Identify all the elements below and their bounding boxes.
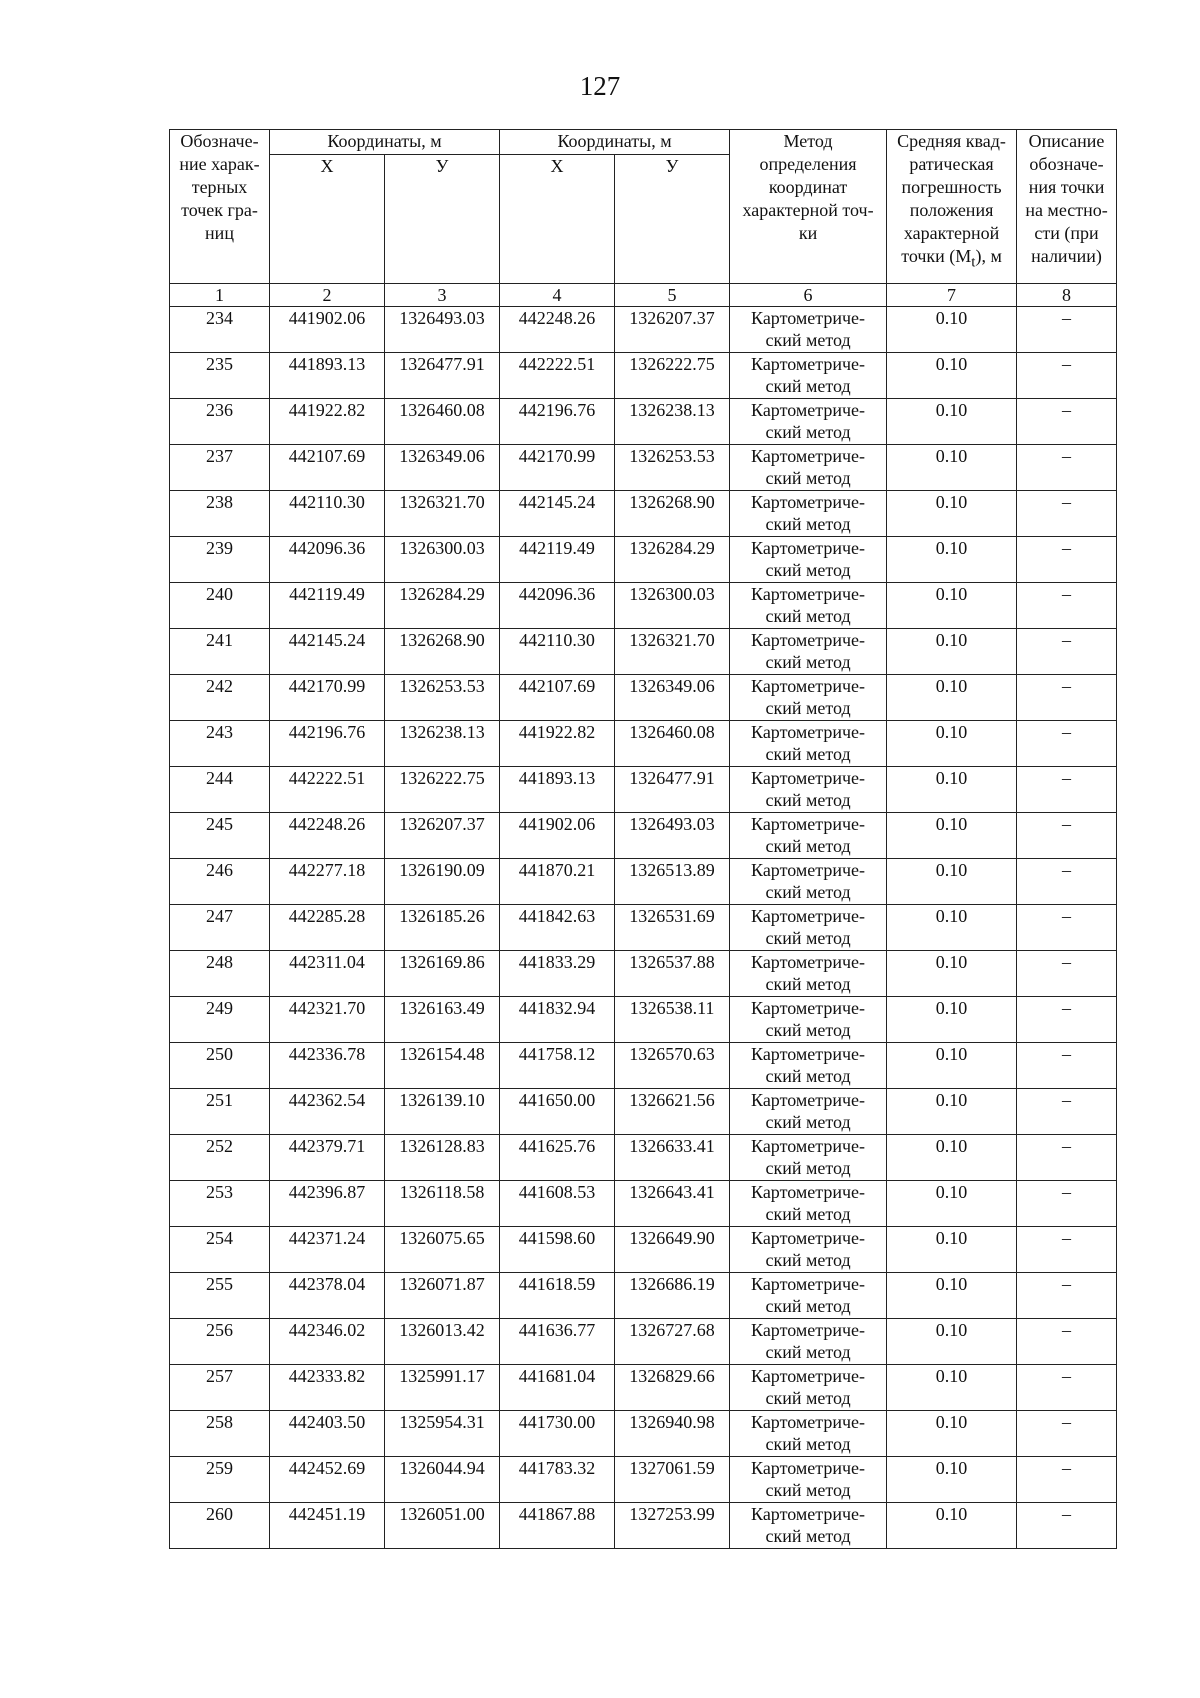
method-value: Картометриче- ский метод bbox=[730, 1365, 887, 1411]
y2-value: 1326686.19 bbox=[615, 1273, 730, 1319]
point-id: 257 bbox=[170, 1365, 270, 1411]
error-value: 0.10 bbox=[887, 1273, 1017, 1319]
x1-value: 442362.54 bbox=[270, 1089, 385, 1135]
y2-value: 1326253.53 bbox=[615, 445, 730, 491]
y1-value: 1326253.53 bbox=[385, 675, 500, 721]
y1-value: 1326044.94 bbox=[385, 1457, 500, 1503]
y2-value: 1326238.13 bbox=[615, 399, 730, 445]
error-value: 0.10 bbox=[887, 537, 1017, 583]
x2-value: 442107.69 bbox=[500, 675, 615, 721]
header-error bbox=[887, 130, 1017, 284]
error-value: 0.10 bbox=[887, 1503, 1017, 1549]
error-value: 0.10 bbox=[887, 629, 1017, 675]
x2-value: 441922.82 bbox=[500, 721, 615, 767]
y1-value: 1326075.65 bbox=[385, 1227, 500, 1273]
method-value: Картометриче- ский метод bbox=[730, 905, 887, 951]
description-value: – bbox=[1017, 997, 1117, 1043]
method-value: Картометриче- ский метод bbox=[730, 997, 887, 1043]
table-row bbox=[170, 629, 1117, 675]
header-x-1: X bbox=[270, 155, 385, 284]
point-id: 251 bbox=[170, 1089, 270, 1135]
description-value: – bbox=[1017, 353, 1117, 399]
x1-value: 442396.87 bbox=[270, 1181, 385, 1227]
y2-value: 1326300.03 bbox=[615, 583, 730, 629]
table-row bbox=[170, 353, 1117, 399]
point-id: 259 bbox=[170, 1457, 270, 1503]
y1-value: 1326169.86 bbox=[385, 951, 500, 997]
x2-value: 441842.63 bbox=[500, 905, 615, 951]
y1-value: 1326207.37 bbox=[385, 813, 500, 859]
error-value: 0.10 bbox=[887, 1457, 1017, 1503]
y1-value: 1326071.87 bbox=[385, 1273, 500, 1319]
x1-value: 442248.26 bbox=[270, 813, 385, 859]
y2-value: 1326829.66 bbox=[615, 1365, 730, 1411]
table-row bbox=[170, 537, 1117, 583]
y1-value: 1326051.00 bbox=[385, 1503, 500, 1549]
y2-value: 1326643.41 bbox=[615, 1181, 730, 1227]
description-value: – bbox=[1017, 1503, 1117, 1549]
description-value: – bbox=[1017, 813, 1117, 859]
x2-value: 442119.49 bbox=[500, 537, 615, 583]
table-row bbox=[170, 1227, 1117, 1273]
method-value: Картометриче- ский метод bbox=[730, 537, 887, 583]
y2-value: 1326940.98 bbox=[615, 1411, 730, 1457]
y2-value: 1326537.88 bbox=[615, 951, 730, 997]
x2-value: 441870.21 bbox=[500, 859, 615, 905]
x1-value: 442285.28 bbox=[270, 905, 385, 951]
y2-value: 1326727.68 bbox=[615, 1319, 730, 1365]
error-value: 0.10 bbox=[887, 1043, 1017, 1089]
y2-value: 1327253.99 bbox=[615, 1503, 730, 1549]
table-row bbox=[170, 767, 1117, 813]
column-numbers-row bbox=[170, 284, 1117, 307]
y1-value: 1326238.13 bbox=[385, 721, 500, 767]
y1-value: 1326118.58 bbox=[385, 1181, 500, 1227]
x1-value: 442145.24 bbox=[270, 629, 385, 675]
x1-value: 441902.06 bbox=[270, 307, 385, 353]
header-description: Описание обозначе- ния точки на местно- сти (при наличии) bbox=[1017, 130, 1117, 284]
table-row bbox=[170, 997, 1117, 1043]
table-body bbox=[170, 307, 1117, 1549]
table-row bbox=[170, 721, 1117, 767]
header-error-unit: ), м bbox=[975, 246, 1002, 266]
x2-value: 441730.00 bbox=[500, 1411, 615, 1457]
y2-value: 1326513.89 bbox=[615, 859, 730, 905]
error-value: 0.10 bbox=[887, 905, 1017, 951]
x1-value: 442321.70 bbox=[270, 997, 385, 1043]
point-id: 255 bbox=[170, 1273, 270, 1319]
column-number: 2 bbox=[270, 284, 385, 307]
x2-value: 442145.24 bbox=[500, 491, 615, 537]
method-value: Картометриче- ский метод bbox=[730, 721, 887, 767]
x2-value: 441598.60 bbox=[500, 1227, 615, 1273]
description-value: – bbox=[1017, 445, 1117, 491]
point-id: 236 bbox=[170, 399, 270, 445]
y1-value: 1326268.90 bbox=[385, 629, 500, 675]
method-value: Картометриче- ский метод bbox=[730, 951, 887, 997]
y1-value: 1326493.03 bbox=[385, 307, 500, 353]
error-value: 0.10 bbox=[887, 1365, 1017, 1411]
description-value: – bbox=[1017, 951, 1117, 997]
y2-value: 1326222.75 bbox=[615, 353, 730, 399]
column-number: 4 bbox=[500, 284, 615, 307]
y2-value: 1326493.03 bbox=[615, 813, 730, 859]
description-value: – bbox=[1017, 1411, 1117, 1457]
error-value: 0.10 bbox=[887, 1319, 1017, 1365]
point-id: 245 bbox=[170, 813, 270, 859]
table-row bbox=[170, 307, 1117, 353]
x1-value: 441922.82 bbox=[270, 399, 385, 445]
description-value: – bbox=[1017, 537, 1117, 583]
x1-value: 442311.04 bbox=[270, 951, 385, 997]
y2-value: 1326268.90 bbox=[615, 491, 730, 537]
error-value: 0.10 bbox=[887, 767, 1017, 813]
description-value: – bbox=[1017, 1043, 1117, 1089]
x2-value: 442110.30 bbox=[500, 629, 615, 675]
coordinates-table bbox=[169, 129, 1117, 1549]
point-id: 234 bbox=[170, 307, 270, 353]
column-number: 1 bbox=[170, 284, 270, 307]
x1-value: 442110.30 bbox=[270, 491, 385, 537]
error-value: 0.10 bbox=[887, 859, 1017, 905]
x2-value: 442096.36 bbox=[500, 583, 615, 629]
method-value: Картометриче- ский метод bbox=[730, 813, 887, 859]
header-error-text: Средняя квад- ратическая погрешность положения характерной точки (M bbox=[897, 131, 1006, 266]
x1-value: 442403.50 bbox=[270, 1411, 385, 1457]
error-value: 0.10 bbox=[887, 721, 1017, 767]
table-row bbox=[170, 1273, 1117, 1319]
description-value: – bbox=[1017, 307, 1117, 353]
description-value: – bbox=[1017, 583, 1117, 629]
method-value: Картометриче- ский метод bbox=[730, 399, 887, 445]
y2-value: 1326477.91 bbox=[615, 767, 730, 813]
table-row bbox=[170, 1181, 1117, 1227]
point-id: 256 bbox=[170, 1319, 270, 1365]
y1-value: 1326477.91 bbox=[385, 353, 500, 399]
point-id: 258 bbox=[170, 1411, 270, 1457]
point-id: 239 bbox=[170, 537, 270, 583]
error-value: 0.10 bbox=[887, 1411, 1017, 1457]
method-value: Картометриче- ский метод bbox=[730, 1319, 887, 1365]
header-x-2: X bbox=[500, 155, 615, 284]
description-value: – bbox=[1017, 491, 1117, 537]
table-row bbox=[170, 1457, 1117, 1503]
x1-value: 442107.69 bbox=[270, 445, 385, 491]
method-value: Картометриче- ский метод bbox=[730, 675, 887, 721]
y1-value: 1326139.10 bbox=[385, 1089, 500, 1135]
x1-value: 442371.24 bbox=[270, 1227, 385, 1273]
x2-value: 441758.12 bbox=[500, 1043, 615, 1089]
y1-value: 1326013.42 bbox=[385, 1319, 500, 1365]
table-row bbox=[170, 1319, 1117, 1365]
x2-value: 441867.88 bbox=[500, 1503, 615, 1549]
point-id: 260 bbox=[170, 1503, 270, 1549]
x2-value: 441650.00 bbox=[500, 1089, 615, 1135]
x1-value: 441893.13 bbox=[270, 353, 385, 399]
table-row bbox=[170, 1503, 1117, 1549]
y1-value: 1326222.75 bbox=[385, 767, 500, 813]
y2-value: 1326460.08 bbox=[615, 721, 730, 767]
x2-value: 442222.51 bbox=[500, 353, 615, 399]
method-value: Картометриче- ский метод bbox=[730, 767, 887, 813]
method-value: Картометриче- ский метод bbox=[730, 1503, 887, 1549]
x1-value: 442346.02 bbox=[270, 1319, 385, 1365]
description-value: – bbox=[1017, 1273, 1117, 1319]
point-id: 254 bbox=[170, 1227, 270, 1273]
y2-value: 1326321.70 bbox=[615, 629, 730, 675]
x2-value: 441608.53 bbox=[500, 1181, 615, 1227]
column-number: 3 bbox=[385, 284, 500, 307]
header-coords-group-2: Координаты, м bbox=[500, 130, 730, 155]
y1-value: 1326128.83 bbox=[385, 1135, 500, 1181]
description-value: – bbox=[1017, 1181, 1117, 1227]
column-number: 5 bbox=[615, 284, 730, 307]
x1-value: 442096.36 bbox=[270, 537, 385, 583]
point-id: 243 bbox=[170, 721, 270, 767]
column-number: 6 bbox=[730, 284, 887, 307]
header-method: Метод определения координат характерной точ- ки bbox=[730, 130, 887, 284]
x2-value: 441902.06 bbox=[500, 813, 615, 859]
y2-value: 1326570.63 bbox=[615, 1043, 730, 1089]
header-coords-group-1: Координаты, м bbox=[270, 130, 500, 155]
point-id: 244 bbox=[170, 767, 270, 813]
point-id: 237 bbox=[170, 445, 270, 491]
x2-value: 442170.99 bbox=[500, 445, 615, 491]
error-value: 0.10 bbox=[887, 491, 1017, 537]
error-value: 0.10 bbox=[887, 353, 1017, 399]
method-value: Картометриче- ский метод bbox=[730, 1043, 887, 1089]
point-id: 240 bbox=[170, 583, 270, 629]
y2-value: 1326531.69 bbox=[615, 905, 730, 951]
error-value: 0.10 bbox=[887, 1181, 1017, 1227]
x2-value: 441832.94 bbox=[500, 997, 615, 1043]
point-id: 249 bbox=[170, 997, 270, 1043]
x2-value: 441833.29 bbox=[500, 951, 615, 997]
description-value: – bbox=[1017, 721, 1117, 767]
y1-value: 1326190.09 bbox=[385, 859, 500, 905]
description-value: – bbox=[1017, 675, 1117, 721]
description-value: – bbox=[1017, 1135, 1117, 1181]
x1-value: 442378.04 bbox=[270, 1273, 385, 1319]
x2-value: 441636.77 bbox=[500, 1319, 615, 1365]
x1-value: 442451.19 bbox=[270, 1503, 385, 1549]
point-id: 253 bbox=[170, 1181, 270, 1227]
x1-value: 442196.76 bbox=[270, 721, 385, 767]
method-value: Картометриче- ский метод bbox=[730, 1273, 887, 1319]
point-id: 242 bbox=[170, 675, 270, 721]
table-row bbox=[170, 1411, 1117, 1457]
method-value: Картометриче- ский метод bbox=[730, 583, 887, 629]
point-id: 241 bbox=[170, 629, 270, 675]
header-y-2: У bbox=[615, 155, 730, 284]
table-row bbox=[170, 675, 1117, 721]
description-value: – bbox=[1017, 1227, 1117, 1273]
y1-value: 1326284.29 bbox=[385, 583, 500, 629]
description-value: – bbox=[1017, 1365, 1117, 1411]
y2-value: 1326649.90 bbox=[615, 1227, 730, 1273]
error-value: 0.10 bbox=[887, 1135, 1017, 1181]
x1-value: 442333.82 bbox=[270, 1365, 385, 1411]
error-value: 0.10 bbox=[887, 1089, 1017, 1135]
x1-value: 442379.71 bbox=[270, 1135, 385, 1181]
method-value: Картометриче- ский метод bbox=[730, 1181, 887, 1227]
error-value: 0.10 bbox=[887, 675, 1017, 721]
point-id: 248 bbox=[170, 951, 270, 997]
point-id: 235 bbox=[170, 353, 270, 399]
x2-value: 441893.13 bbox=[500, 767, 615, 813]
x2-value: 442196.76 bbox=[500, 399, 615, 445]
method-value: Картометриче- ский метод bbox=[730, 1135, 887, 1181]
page-number: 127 bbox=[579, 71, 621, 101]
x1-value: 442452.69 bbox=[270, 1457, 385, 1503]
y1-value: 1325954.31 bbox=[385, 1411, 500, 1457]
y2-value: 1326621.56 bbox=[615, 1089, 730, 1135]
y2-value: 1326284.29 bbox=[615, 537, 730, 583]
y2-value: 1326349.06 bbox=[615, 675, 730, 721]
y1-value: 1326185.26 bbox=[385, 905, 500, 951]
header-designation: Обозначе- ние харак- терных точек гра- ниц bbox=[170, 130, 270, 284]
description-value: – bbox=[1017, 399, 1117, 445]
method-value: Картометриче- ский метод bbox=[730, 1411, 887, 1457]
method-value: Картометриче- ский метод bbox=[730, 353, 887, 399]
y2-value: 1326633.41 bbox=[615, 1135, 730, 1181]
y2-value: 1326207.37 bbox=[615, 307, 730, 353]
table-row bbox=[170, 905, 1117, 951]
x1-value: 442222.51 bbox=[270, 767, 385, 813]
table-row bbox=[170, 445, 1117, 491]
error-value: 0.10 bbox=[887, 399, 1017, 445]
description-value: – bbox=[1017, 629, 1117, 675]
method-value: Картометриче- ский метод bbox=[730, 629, 887, 675]
y2-value: 1326538.11 bbox=[615, 997, 730, 1043]
point-id: 246 bbox=[170, 859, 270, 905]
y1-value: 1326321.70 bbox=[385, 491, 500, 537]
y1-value: 1325991.17 bbox=[385, 1365, 500, 1411]
point-id: 238 bbox=[170, 491, 270, 537]
description-value: – bbox=[1017, 1319, 1117, 1365]
x2-value: 441783.32 bbox=[500, 1457, 615, 1503]
x2-value: 441625.76 bbox=[500, 1135, 615, 1181]
y1-value: 1326460.08 bbox=[385, 399, 500, 445]
x1-value: 442336.78 bbox=[270, 1043, 385, 1089]
method-value: Картометриче- ский метод bbox=[730, 307, 887, 353]
table-row bbox=[170, 859, 1117, 905]
point-id: 247 bbox=[170, 905, 270, 951]
error-value: 0.10 bbox=[887, 951, 1017, 997]
description-value: – bbox=[1017, 1457, 1117, 1503]
x1-value: 442119.49 bbox=[270, 583, 385, 629]
x2-value: 441618.59 bbox=[500, 1273, 615, 1319]
method-value: Картометриче- ский метод bbox=[730, 859, 887, 905]
y1-value: 1326154.48 bbox=[385, 1043, 500, 1089]
x1-value: 442170.99 bbox=[270, 675, 385, 721]
description-value: – bbox=[1017, 767, 1117, 813]
y1-value: 1326349.06 bbox=[385, 445, 500, 491]
method-value: Картометриче- ский метод bbox=[730, 1089, 887, 1135]
table-row bbox=[170, 1135, 1117, 1181]
table-row bbox=[170, 491, 1117, 537]
error-value: 0.10 bbox=[887, 997, 1017, 1043]
table-row bbox=[170, 583, 1117, 629]
error-value: 0.10 bbox=[887, 1227, 1017, 1273]
table-row bbox=[170, 399, 1117, 445]
method-value: Картометриче- ский метод bbox=[730, 491, 887, 537]
error-value: 0.10 bbox=[887, 307, 1017, 353]
table-row bbox=[170, 813, 1117, 859]
error-value: 0.10 bbox=[887, 813, 1017, 859]
table-row bbox=[170, 1043, 1117, 1089]
x1-value: 442277.18 bbox=[270, 859, 385, 905]
point-id: 252 bbox=[170, 1135, 270, 1181]
point-id: 250 bbox=[170, 1043, 270, 1089]
table-row bbox=[170, 951, 1117, 997]
column-number: 8 bbox=[1017, 284, 1117, 307]
description-value: – bbox=[1017, 859, 1117, 905]
header-error-subscript: t bbox=[971, 254, 976, 271]
column-number: 7 bbox=[887, 284, 1017, 307]
method-value: Картометриче- ский метод bbox=[730, 1457, 887, 1503]
y1-value: 1326163.49 bbox=[385, 997, 500, 1043]
header-y-1: У bbox=[385, 155, 500, 284]
description-value: – bbox=[1017, 905, 1117, 951]
x2-value: 442248.26 bbox=[500, 307, 615, 353]
method-value: Картометриче- ский метод bbox=[730, 445, 887, 491]
table-row bbox=[170, 1089, 1117, 1135]
method-value: Картометриче- ский метод bbox=[730, 1227, 887, 1273]
table-header bbox=[170, 130, 1117, 307]
table-row bbox=[170, 1365, 1117, 1411]
y2-value: 1327061.59 bbox=[615, 1457, 730, 1503]
y1-value: 1326300.03 bbox=[385, 537, 500, 583]
description-value: – bbox=[1017, 1089, 1117, 1135]
x2-value: 441681.04 bbox=[500, 1365, 615, 1411]
error-value: 0.10 bbox=[887, 445, 1017, 491]
error-value: 0.10 bbox=[887, 583, 1017, 629]
